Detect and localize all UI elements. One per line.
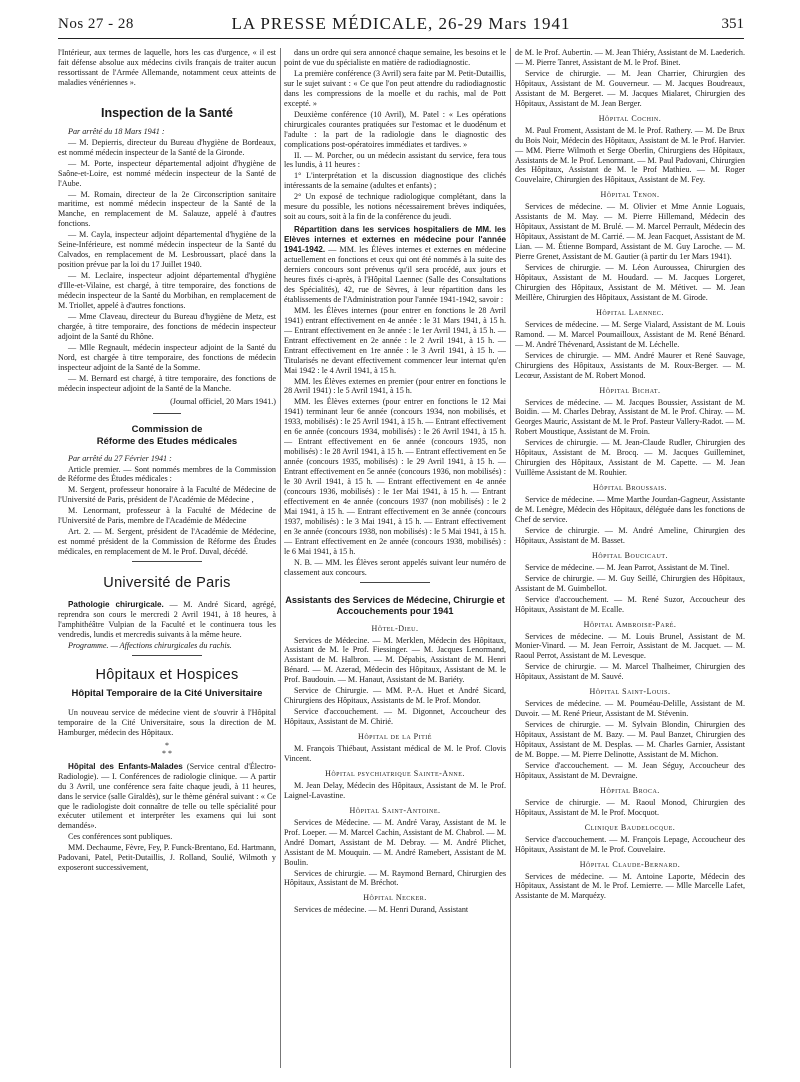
assistant-paragraph: Service d'accouchement. — M. François Lepage, Accoucheur des Hôpitaux, Assistant de M. le Prof. Couvelaire. xyxy=(515,834,745,854)
paragraph: dans un ordre qui sera annoncé chaque semaine, les besoins et le point de vue du spécialiste en matière de radiodiagnostic. xyxy=(284,48,506,67)
column-3 xyxy=(515,48,745,902)
assistant-paragraph: Service d'accouchement. — M. Digonnet, Accoucheur des Hôpitaux, Assistant de M. Chirié. xyxy=(284,707,506,727)
section-title-hopitaux: Hôpitaux et Hospices xyxy=(95,666,239,683)
page-header xyxy=(58,14,744,39)
paragraph: — M. Leclaire, inspecteur adjoint départemental d'hygiène d'Ille-et-Vilaine, est chargé, à titre temporaire, des fonctions de médecin inspecteur de la Santé du Morbihan, en remplacement de M. Triollet, appelé à d'autres fonctions. xyxy=(58,271,276,311)
hospital-name: Hôtel-Dieu. xyxy=(371,623,419,633)
assistant-paragraph: Service d'accouchement. — M. René Suzor, Accoucheur des Hôpitaux, Assistant de M. Ecalle. xyxy=(515,594,745,614)
masthead-title: LA PRESSE MÉDICALE, 26-29 Mars 1941 xyxy=(231,14,571,33)
decree-line: Par arrêté du 18 Mars 1941 : xyxy=(68,126,165,136)
paragraph: M. Sergent, professeur honoraire à la Faculté de Médecine de l'Université de Paris, président de l'Académie de Médecine , xyxy=(58,485,276,505)
assistant-paragraph: Service de médecine. — M. Jean Parrot, Assistant de M. Tinel. xyxy=(525,562,730,572)
assistant-paragraph: Services de chirurgie. — M. Léon Auroussea, Chirurgien des Hôpitaux, Assistant de M. Houdard. — M. Jacques Lorgeret, Chirurgien des Hôpitaux, Assistant de M. Métivet. — M. Jean Meillère, Chirurgien des Hôpitaux, Assistant de M. Girode. xyxy=(515,263,745,302)
conferences-line: Ces conférences sont publiques. xyxy=(68,832,173,842)
pathologie-paragraph xyxy=(58,600,276,640)
assistant-paragraph: Services de médecine. — M. Antoine Laporte, Médecin des Hôpitaux, Assistant de M. le Prof. Lemierre. — Mlle Marcelle Lafet, Assistante de M. Marquézy. xyxy=(515,871,745,901)
assistant-paragraph: Services de médecine. — M. Olivier et Mme Annie Loguais, Assistants de M. May. — M. Pierre Hillemand, Médecin des Hôpitaux, Assistant de M. Brulé. — M. Marcel Perrault, Médecin des Hôpitaux, Assistant de M. Carrié. — M. Jean Facquet, Assistant de M. Lian. — M. Étienne Bompard, Assistant de M. Guy Laroche. — M. Pierre Grenet, Assistant de M. Gautier (à partir du 1er Mars 1941). xyxy=(515,202,745,262)
hospital-list xyxy=(515,114,745,902)
hospital-name: Hôpital Bichat. xyxy=(599,385,661,395)
assistant-paragraph: Services de médecine. — M. Jacques Boussier, Assistant de M. Boidin. — M. Charles Debray, Assistant de M. le Prof. Chiray. — M. Georges Mauric, Assistant de M. le Prof. Pasteur Vallery-Radot. — M. Robert Moustique, Assistant de M. Froin. xyxy=(515,397,745,437)
necker-continued: de M. le Prof. Aubertin. — M. Jean Thiéry, Assistant de M. Laederich. — M. Pierre Tanret, Assistant de M. le Prof. Binet. xyxy=(515,48,745,67)
radiology-paragraphs xyxy=(284,48,506,222)
hospital-name: Hôpital Saint-Antoine. xyxy=(349,805,441,815)
externes-paragraph: MM. les Élèves externes en premier (pour entrer en fonctions le 28 Avril 1941) : le 5 Avril 1941, à 15 h. xyxy=(284,376,506,396)
hospital-name: Hôpital de la Pitié xyxy=(358,732,432,742)
assistant-paragraph: Service de médecine. — Mme Marthe Jourdan-Gagneur, Assistante de M. Lenègre, Médecin des Hôpitaux, déléguée dans les fonctions de Chef de service. xyxy=(515,495,745,524)
inspection-paragraphs xyxy=(58,138,276,394)
paragraph: Art. 2. — M. Sergent, président de l'Académie de Médecine, est nommé président de la Commission de Réforme des Études médicales, en remplacement de M. le Prof. Duval, décédé. xyxy=(58,527,276,557)
assistant-paragraph: Service de chirurgie. — M. Marcel Thalheimer, Chirurgien des Hôpitaux, Assistant de M. Sauvé. xyxy=(515,662,745,682)
decree-line: Par arrêté du 27 Février 1941 : xyxy=(68,453,172,463)
cite-paragraph: Un nouveau service de médecine vient de s'ouvrir à l'Hôpital temporaire de la Cité Universitaire, sous la direction de M. Hamburger, médecin des Hôpitaux. xyxy=(58,707,276,737)
intro-paragraph: l'Intérieur, aux termes de laquelle, hors les cas d'urgence, « il est fait défense absolue aux médecins civils français de traiter aucun ressortissant de l'Armée Allemande, notamment ceux atteints de maladies vénériennes ». xyxy=(58,48,276,87)
paragraph-text: (Service central d'Électro-Radiologie). — I. Conférences de radiologie clinique. — A partir du 3 Avril, une conférence sera faite chaque jeudi, à 11 heures, dans le service (salle Giraldès), sur le thème général suivant : « Ce que le radiologiste doit connaître de telle ou telle spécialité pour exécuter utilement et interpréter les examens qui lui sont demandés». xyxy=(58,761,276,831)
repartition-paragraph xyxy=(284,225,506,305)
lead-text: Répartition dans les services hospitaliers de MM. les Elèves internes et externes en médecine pour l'année 1941-1942. xyxy=(284,225,506,255)
internes-paragraph: MM. les Élèves internes (pour entrer en fonctions le 28 Avril 1941) entrant effectivement en 4e année : le 31 Mars 1941, à 15 h. — Entrant effectivement en 3e année : le 1er Avril 1941, à 15 h. — Entrant effectivement en 2e année : le 2 Avril 1941, à 15 h. — Entrant effectivement en 1re année : le 3 Avril 1941, à 15 h. — Titularisés ne devant effectivement commencer leur internat qu'en Mai 1942 : le 4 Avril 1941, à 15 h. xyxy=(284,305,506,375)
paragraph-text: — MM. les Élèves internes et externes en médecine actuellement en fonctions et ceux qui ont été nommés à la suite des derniers concours sont prévenus qu'il sera procédé, aux jours et heures fixés ci-après, à l'Hôpital Laennec (Salle des Consultations des Spécialités), 42, rue de Sèvres, à leur répartition dans les établissements de l'Administration pour l'année 1941-1942, savoir : xyxy=(284,245,506,304)
externes-paragraph: MM. les Élèves externes (pour entrer en fonctions le 12 Mai 1941) terminant leur 6e année (concours 1934, non mobilisés, et 1933, mobilisés) : le 25 Avril 1941, à 15 h. — Entrant effectivement en 6e année (concours 1934, mobilisés) : le 26 Avril 1941, à 15 h. — Entrant effectivement en 6e année (concours 1935, non mobilisés) : le 28 Avril 1941, à 15 h. — Entrant effectivement en 5e année (concours 1935, mobilisés) : le 29 Avril 1941, à 15 h. — Entrant effectivement en 5e année (concours 1936, non mobilisés) : le 30 Avril 1941, à 15 h. — Entrant effectivement en 4e année (concours 1936, mobilisés) : le 1er Mai 1941, à 15 h. — Entrant effectivement en 4e année (concours 1937 (non mobilisés) : le 2 Mai 1941, à 15 h. — Entrant effectivement en 3e année (concours 1937, mobilisés) : le 3 Mai 1941, à 15 h. — Entrant effectivement en 3e année (concours 1938, non mobilisés) : le 5 Mai 1941, à 15 h. — Entrant effectivement en 2e année (concours 1938, mobilisés) : le 6 Mai 1941, à 15 h. xyxy=(284,397,506,556)
names-line: MM. Dechaume, Fèvre, Fey, P. Funck-Brentano, Ed. Hartmann, Padovani, Patel, Petit-Dutaillis, J. Rolland, Soulié, Wilmoth y exposeront successivement, xyxy=(58,843,276,873)
paragraph: Article premier. — Sont nommés membres de la Commission de Réforme des Études médicales : xyxy=(58,464,276,484)
paragraph: 1° L'interprétation et la discussion diagnostique des clichés intéressants de la semaine (adultes et enfants) ; xyxy=(284,171,506,191)
paragraph: M. Lenormant, professeur à la Faculté de Médecine de l'Université de Paris, membre de l'Académie de Médecine xyxy=(58,506,276,526)
hospital-name: Hôpital Laennec. xyxy=(596,307,664,317)
hospital-name: Hôpital psychiatrique Sainte-Anne. xyxy=(325,768,465,778)
asterism-divider: * * * xyxy=(162,740,172,758)
divider xyxy=(360,582,430,583)
paragraph: — M. Bernard est chargé, à titre temporaire, des fonctions de médecin inspecteur adjoint de la Santé de la Manche. xyxy=(58,373,276,393)
assistant-paragraph: Services de chirurgie. — M. Jean-Claude Rudler, Chirurgien des Hôpitaux, Assistant de M. Brocq. — M. Jacques Guilleminet, Chirurgien des Hôpitaux, Assistant de M. Capette. — M. Jean Vuillème Assistant de M. Rouhier. xyxy=(515,438,745,478)
paragraph: — Mme Claveau, directeur du Bureau d'hygiène de Metz, est chargée, à titre temporaire, des fonctions de médecin inspecteur adjoint de la Santé du Rhône. xyxy=(58,311,276,341)
section-title-universite: Université de Paris xyxy=(103,575,231,592)
assistant-paragraph: Services de Médecine. — M. André Varay, Assistant de M. le Prof. Loeper. — M. Marcel Cachin, Assistant de M. Chabrol. — M. André Domart, Assistant de M. Debray. — M. André Plichet, Assistant de M. Mouquin. — M. André Ramebert, Assistant de M. Boulin. xyxy=(284,817,506,867)
page-number: 351 xyxy=(721,16,744,32)
assistant-paragraph: Services de Médecine. — M. Merklen, Médecin des Hôpitaux, Assistant de M. le Prof. Fiessinger. — M. Jacques Lenormand, Assistant de M. Halbron. — M. Dépabis, Assistant de M. Henri Bénard. — M. Azerad, Médecin des Hôpitaux, Assistant de M. le Prof. Baudouin. — M. Hanaut, Assistant de M. Bariéty. xyxy=(284,635,506,685)
paragraph: — M. Cayla, inspecteur adjoint départemental d'hygiène de la Seine-Inférieure, est nommé médecin inspecteur de la Santé du Calvados, en remplacement de M. Lesbroussart, placé dans la position prévue par la loi du 17 Juillet 1940. xyxy=(58,230,276,270)
issue-number: Nos 27 - 28 xyxy=(58,16,134,32)
divider xyxy=(132,561,202,562)
assistant-paragraph: Services de médecine. — M. Louis Brunel, Assistant de M. Monier-Vinard. — M. Jean Ferroir, Assistant de M. Jacquet. — M. Raoul Perrot, Assistant de M. Levesque. xyxy=(515,631,745,661)
nb-paragraph: N. B. — MM. les Élèves seront appelés suivant leur numéro de classement aux concours. xyxy=(284,557,506,577)
assistant-paragraph: Services de médecine. — M. Pouméau-Delille, Assistant de M. Duvoir. — M. René Prieur, Assistant de M. Stévenin. xyxy=(515,699,745,719)
assistant-paragraph: Services de chirurgie. — M. Raymond Bernard, Chirurgien des Hôpitaux, Assistant de M. Bréchot. xyxy=(284,868,506,888)
divider xyxy=(153,413,181,414)
lead-text: Hôpital des Enfants-Malades xyxy=(68,761,183,771)
hospital-name: Hôpital Broussais. xyxy=(593,483,667,493)
assistant-paragraph: Service d'accouchement. — M. Jean Séguy, Accoucheur des Hôpitaux, Assistant de M. Devraigne. xyxy=(515,760,745,780)
lead-text: Pathologie chirurgicale. xyxy=(68,600,164,610)
section-title-inspection: Inspection de la Santé xyxy=(101,105,233,120)
assistant-paragraph: Service de Chirurgie. — MM. P.-A. Huet et André Sicard, Chirurgiens des Hôpitaux, Assistants de M. le Prof. Mondor. xyxy=(284,686,506,706)
paragraph: 2° Un exposé de technique radiologique complétant, dans la mesure du possible, les notions nécessairement brèves indiquées, soit au cours, soit à la fin de la conférence du jeudi. xyxy=(284,192,506,222)
divider xyxy=(132,655,202,656)
commission-paragraphs xyxy=(58,465,276,558)
assistant-paragraph: Services de médecine. — M. Henri Durand, Assistant xyxy=(294,905,469,915)
column-divider xyxy=(280,48,281,1068)
paragraph: — M. Romain, directeur de la 2e Circonscription sanitaire maritime, est nommé médecin inspecteur de la Santé de la Manche, en remplacement de M. Salauze, appelé à d'autres fonctions. xyxy=(58,189,276,229)
hospital-name: Hôpital Boucicaut. xyxy=(592,550,668,560)
section-title-commission xyxy=(58,424,276,448)
assistant-paragraph: Services de médecine. — M. Serge Vialard, Assistant de M. Louis Ramond. — M. Marcel Poumailloux, Assistant de M. René Bénard. — M. André Thévenard, Assistant de M. Léchelle. xyxy=(515,319,745,349)
paragraph: II. — M. Porcher, ou un médecin assistant du service, fera tous les lundis, à 11 heures : xyxy=(284,150,506,170)
paragraph: — Mlle Regnault, médecin inspecteur adjoint de la Santé du Nord, est chargée à titre temporaire, des fonctions de médecin inspecteur adjoint de la Santé de la Somme. xyxy=(58,342,276,372)
subsection-title: Hôpital Temporaire de la Cité Universitaire xyxy=(71,687,263,699)
section-title-assistants: Assistants des Services de Médecine, Chirurgie et Accouchements pour 1941 xyxy=(285,594,505,617)
source-citation: (Journal officiel, 20 Mars 1941.) xyxy=(170,396,276,406)
programme-line: Programme. — Affections chirurgicales du rachis. xyxy=(68,640,232,650)
commission-title-line2: Réforme des Etudes médicales xyxy=(96,435,238,447)
hospital-name: Hôpital Ambroise-Paré. xyxy=(583,619,677,629)
paragraph: La première conférence (3 Avril) sera faite par M. Petit-Dutaillis, sur le sujet suivant : « Ce que l'on peut attendre du radiodiagnostic dans les compressions de la moelle et du rachis, mal de Pott excepté. » xyxy=(284,68,506,108)
assistant-paragraph: Services de chirurgie. — M. Sylvain Blondin, Chirurgien des Hôpitaux, Assistant de M. Bazy. — M. Paul Banzet, Chirurgien des Hôpitaux, Assistant de M. Desplas. — M. Charles Garnier, Assistant de M. Boppe. — M. Pierre Delinotte, Assistant de M. Michon. xyxy=(515,720,745,759)
necker-chirurgie: Service de chirurgie. — M. Jean Charrier, Chirurgien des Hôpitaux, Assistant de M. Gouverneur. — M. Jacques Boudreaux, Assistant de M. Bergeret. — M. Jacques Mialaret, Chirurgien des Hôpitaux, Assistant de M. Jean Berger. xyxy=(515,68,745,108)
commission-title-line1: Commission de xyxy=(131,423,203,435)
assistant-paragraph: Service de chirurgie. — M. André Ameline, Chirurgien des Hôpitaux, Assistant de M. Basset. xyxy=(515,525,745,545)
assistant-paragraph: Service de chirurgie. — M. Guy Seillé, Chirurgien des Hôpitaux, Assistant de M. Guimbellot. xyxy=(515,573,745,593)
enfants-paragraph xyxy=(58,762,276,832)
assistant-paragraph: M. Jean Delay, Médecin des Hôpitaux, Assistant de M. le Prof. Laignel-Lavastine. xyxy=(284,780,506,800)
hospital-name: Clinique Baudelocque. xyxy=(584,822,676,832)
paragraph: — M. Porte, inspecteur départemental adjoint d'hygiène de Saône-et-Loire, est nommé médecin inspecteur de la Santé de l'Aube. xyxy=(58,158,276,188)
assistant-paragraph: M. François Thiébaut, Assistant médical de M. le Prof. Clovis Vincent. xyxy=(284,744,506,763)
assistant-paragraph: Services de chirurgie. — MM. André Maurer et René Sauvage, Chirurgiens des Hôpitaux, Assistants de M. Roux-Berger. — M. Lecœur, Assistant de M. Robert Monod. xyxy=(515,350,745,380)
column-1 xyxy=(58,48,276,874)
assistant-paragraph: Service de chirurgie. — M. Raoul Monod, Chirurgien des Hôpitaux, Assistant de M. le Prof. Mocquot. xyxy=(515,797,745,817)
hospital-name: Hôpital Broca. xyxy=(600,785,660,795)
column-divider xyxy=(510,48,511,1068)
hospital-list xyxy=(284,624,506,916)
hospital-name: Hôpital Claude-Bernard. xyxy=(579,859,681,869)
hospital-name: Hôpital Necker. xyxy=(363,893,427,903)
paragraph: Deuxième conférence (10 Avril), M. Patel : « Les opérations chirurgicales courantes pratiquées sur l'estomac et le duodénum et l'adulte : la part de la radiologie dans le diagnostic des complications post-opératoires immédiates et tardives. » xyxy=(284,109,506,149)
hospital-name: Hôpital Tenon. xyxy=(600,190,660,200)
hospital-name: Hôpital Saint-Louis. xyxy=(589,687,671,697)
paragraph: — M. Depierris, directeur du Bureau d'hygiène de Bordeaux, est nommé médecin inspecteur de la Santé de la Gironde. xyxy=(58,137,276,157)
hospital-name: Hôpital Cochin. xyxy=(598,113,662,123)
paragraph-text: — M. André Sicard, agrégé, reprendra son cours le mercredi 2 Avril 1941, à 18 heures, à l'amphithéâtre Vulpian de la Faculté et le continuera tous les vendredis, lundis et mercredis suivants à la même heure. xyxy=(58,600,276,639)
assistant-paragraph: M. Paul Froment, Assistant de M. le Prof. Rathery. — M. De Brux du Bois Noir, Médecin des Hôpitaux, Assistant de M. le Prof. Harvier. — MM. Pierre Wilmoth et Serge Oberlin, Chirurgiens des Hôpitaux, Assistants de M. le Prof. Lenormant. — M. Paul Padovani, Chirurgien des Hôpitaux, Assistant de M. le Prof Mathieu. — M. Roger Couvelaire, Chirurgien des Hôpitaux, Assistant de M. Fey. xyxy=(515,125,745,185)
column-2 xyxy=(284,48,506,916)
